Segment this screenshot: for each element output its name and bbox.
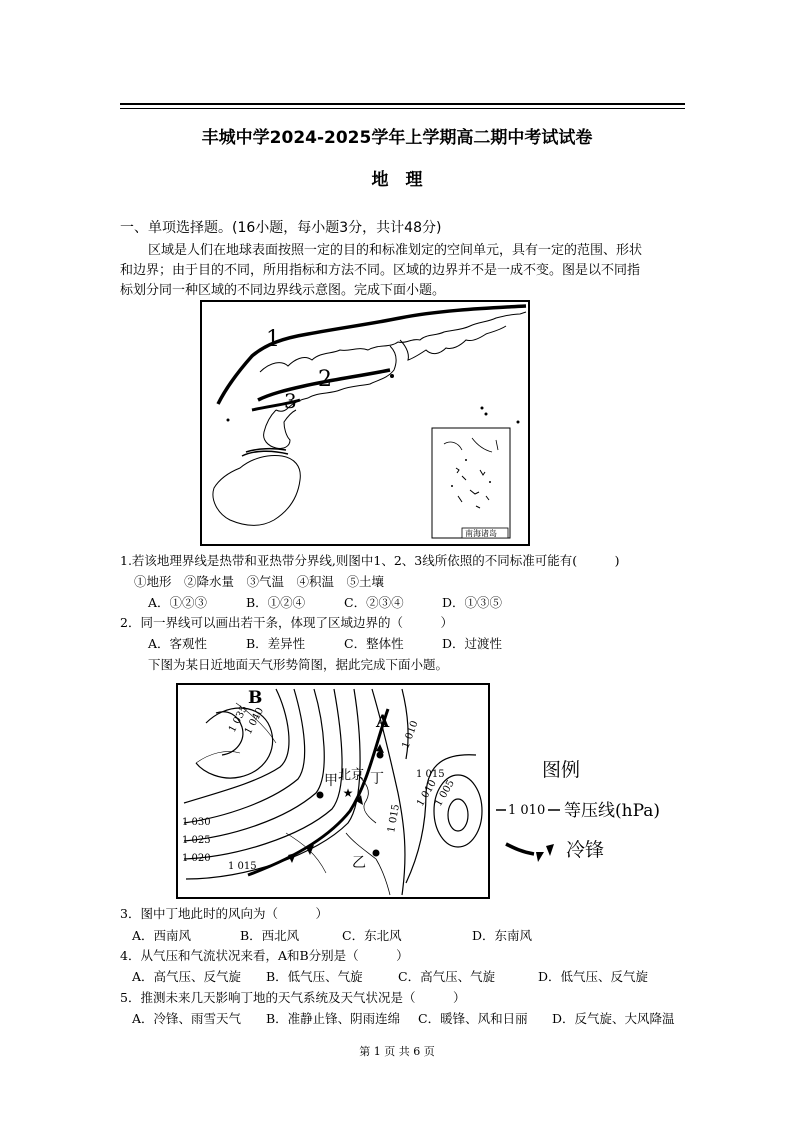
q4-option-c[interactable]: C．高气压、气旋 (398, 969, 496, 984)
isobar-label-1030: 1 030 (182, 817, 211, 828)
isobar-label-1015: 1 015 (228, 861, 257, 872)
isobar-label-1020: 1 020 (182, 853, 211, 864)
point-a (377, 752, 384, 759)
q2-option-a[interactable]: A．客观性 (148, 636, 208, 651)
section-heading: 一、单项选择题。(16小题，每小题3分，共计48分) (120, 220, 442, 236)
intro-line-2: 和边界；由于目的不同，所用指标和方法不同。区域的边界并不是一成不变。图是以不同指 (120, 263, 641, 278)
q2-stem: 2．同一界线可以画出若干条，体现了区域边界的（ ） (120, 615, 453, 630)
svg-text:★: ★ (342, 786, 354, 800)
q1-extra: ①地形 ②降水量 ③气温 ④积温 ⑤土壤 (134, 574, 385, 589)
point-yi (373, 850, 380, 857)
label-beijing: 北京 (338, 768, 365, 783)
intro-line-3: 标划分同一种区域的不同边界线示意图。完成下面小题。 (120, 283, 446, 298)
q4-option-d[interactable]: D．低气压、反气旋 (538, 969, 649, 984)
line-label-1: 1 (266, 327, 280, 352)
q1-option-b[interactable]: B．①②④ (246, 595, 306, 610)
q3-option-c[interactable]: C．东北风 (342, 928, 402, 943)
q5-option-b[interactable]: B．准静止锋、阴雨连绵 (266, 1011, 401, 1026)
q3-option-a[interactable]: A．西南风 (132, 928, 192, 943)
label-ding: 丁 (370, 771, 384, 787)
q4-stem: 4．从气压和气流状况来看，A和B分别是（ ） (120, 948, 409, 963)
q4-option-b[interactable]: B．低气压、气旋 (266, 969, 363, 984)
q2-option-b[interactable]: B．差异性 (246, 636, 306, 651)
q1-option-d[interactable]: D．①③⑤ (442, 595, 503, 610)
subject-title: 地 理 (371, 170, 423, 190)
isobar-label-1025: 1 025 (182, 835, 211, 846)
label-a: A (376, 712, 390, 732)
isobar-label-1015-east: 1 015 (416, 769, 445, 780)
q2-option-d[interactable]: D．过渡性 (442, 636, 503, 651)
legend-isobar-label: 等压线(hPa) (564, 801, 661, 821)
q3-option-d[interactable]: D．东南风 (472, 928, 533, 943)
header-rule-top (120, 103, 685, 105)
q5-option-d[interactable]: D．反气旋、大风降温 (552, 1011, 675, 1026)
q1-option-c[interactable]: C．②③④ (344, 595, 404, 610)
south-china-sea-inset (432, 428, 510, 538)
weather-map (176, 683, 490, 899)
q2-option-c[interactable]: C．整体性 (344, 636, 404, 651)
isobar-label-1010: 1 010 (400, 719, 421, 751)
isobar-label-1010-east: 1 010 (415, 778, 439, 809)
point-jia (317, 792, 324, 799)
label-yi: 乙 (352, 855, 366, 871)
exam-title: 丰城中学2024-2025学年上学期高二期中考试试卷 (201, 128, 593, 148)
q1-stem: 1.若该地理界线是热带和亚热带分界线,则图中1、2、3线所依照的不同标准可能有( ) (120, 553, 620, 568)
q5-stem: 5．推测未来几天影响丁地的天气系统及天气状况是（ ） (120, 990, 466, 1005)
inset-label: 南海诸岛 (465, 529, 497, 538)
intro-2: 下图为某日近地面天气形势简图，据此完成下面小题。 (148, 657, 449, 672)
isobar-label-1005: 1 005 (433, 778, 457, 809)
legend-front-label: 冷锋 (566, 839, 605, 861)
legend-title: 图例 (542, 759, 581, 781)
header-rule-bottom (120, 108, 685, 109)
map-legend (494, 752, 688, 872)
legend-isobar-value: 1 010 (508, 803, 546, 818)
q5-option-a[interactable]: A．冷锋、雨雪天气 (132, 1011, 242, 1026)
q3-option-b[interactable]: B．西北风 (240, 928, 300, 943)
q3-stem: 3．图中丁地此时的风向为（ ） (120, 906, 328, 921)
isobar-label-1040: 1 040 (242, 705, 267, 737)
isobar-label-1015-south: 1 015 (386, 803, 402, 834)
boundary-map (200, 300, 530, 546)
isobar-label-1035: 1 035 (226, 703, 251, 735)
intro-line-1: 区域是人们在地球表面按照一定的目的和标准划定的空间单元，具有一定的范围、形状 (148, 243, 643, 258)
line-label-2: 2 (318, 367, 332, 392)
label-b: B (248, 688, 263, 708)
line-label-3: 3 (284, 389, 297, 413)
page-footer: 第 1 页 共 6 页 (359, 1045, 435, 1058)
label-jia: 甲 (324, 773, 338, 789)
q5-option-c[interactable]: C．暖锋、风和日丽 (418, 1011, 528, 1026)
q1-option-a[interactable]: A．①②③ (148, 595, 208, 610)
q4-option-a[interactable]: A．高气压、反气旋 (132, 969, 242, 984)
